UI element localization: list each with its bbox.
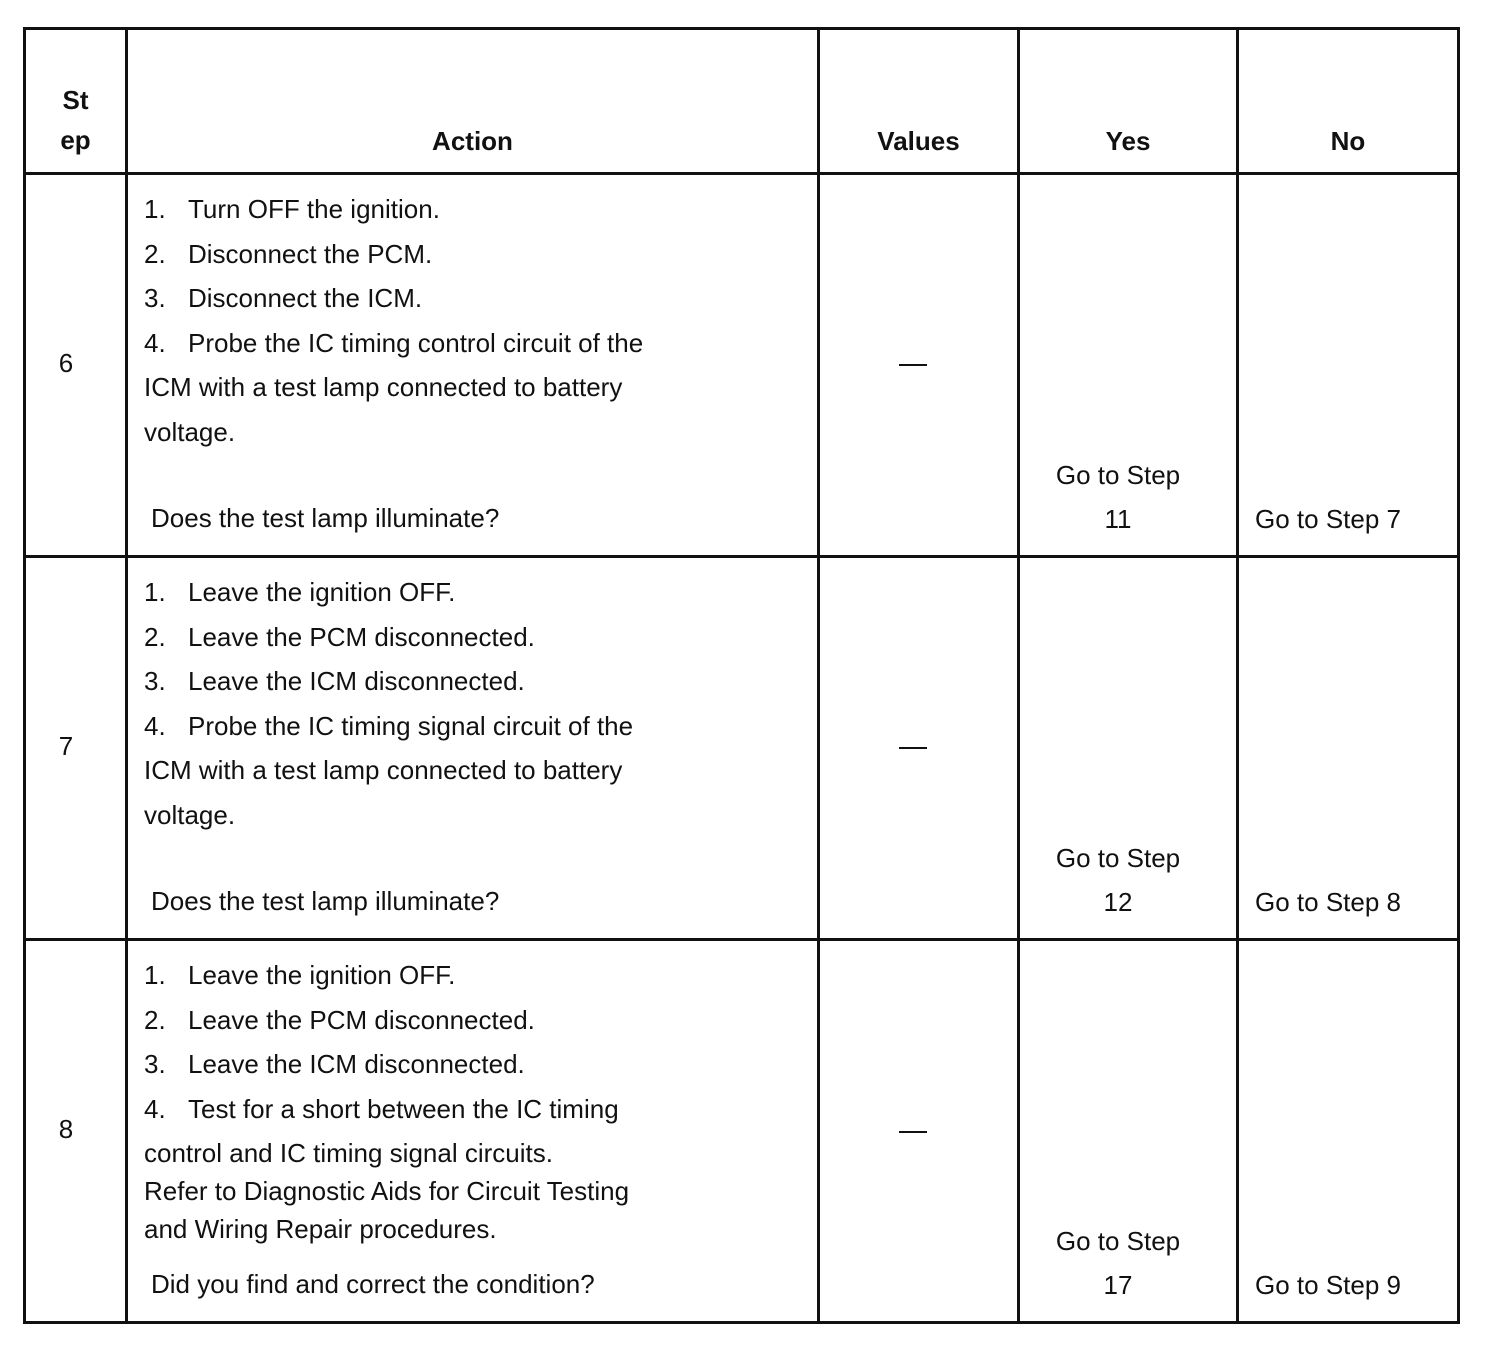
list-item: 1. Turn OFF the ignition. [144, 194, 440, 224]
values-dash [899, 1131, 927, 1133]
column-divider [125, 27, 128, 1324]
column-divider [1457, 27, 1460, 1324]
list-item: 3. Leave the ICM disconnected. [144, 666, 525, 696]
list-item-continuation: voltage. [144, 800, 236, 830]
table-border-bottom [23, 1321, 1460, 1324]
diagnostic-table [23, 27, 1460, 1324]
header-divider [23, 172, 1460, 175]
list-item: 4. Probe the IC timing signal circuit of the [144, 711, 634, 741]
list-item-continuation: control and IC timing signal circuits. [144, 1138, 553, 1168]
list-item: 3. Disconnect the ICM. [144, 283, 423, 313]
note-line: Refer to Diagnostic Aids for Circuit Testing [144, 1176, 630, 1206]
column-divider [817, 27, 820, 1324]
column-divider [1017, 27, 1020, 1324]
no-cell: Go to Step 7 [1255, 504, 1401, 534]
header-no: No [1330, 126, 1366, 156]
list-item: 2. Leave the PCM disconnected. [144, 622, 535, 652]
yes-cell: Go to Step 12 [1055, 843, 1181, 917]
list-item: 2. Leave the PCM disconnected. [144, 1005, 535, 1035]
header-yes: Yes [1105, 126, 1151, 156]
row-divider [23, 555, 1460, 558]
header-action: Action [432, 126, 513, 156]
question-text: Did you find and correct the condition? [151, 1269, 595, 1299]
no-cell: Go to Step 8 [1255, 887, 1401, 917]
list-item: 2. Disconnect the PCM. [144, 239, 433, 269]
yes-cell: Go to Step 11 [1055, 460, 1181, 534]
header-step-line2: ep [60, 125, 91, 155]
row-divider [23, 938, 1460, 941]
list-item-continuation: ICM with a test lamp connected to battery [144, 755, 623, 785]
table-border-top [23, 27, 1460, 30]
step-number: 8 [58, 1114, 74, 1144]
list-item: 1. Leave the ignition OFF. [144, 577, 456, 607]
yes-cell: Go to Step 17 [1055, 1226, 1181, 1300]
no-cell: Go to Step 9 [1255, 1270, 1401, 1300]
values-dash [899, 747, 927, 749]
step-number: 6 [58, 348, 74, 378]
header-step-line1: St [62, 85, 89, 115]
list-item: 4. Test for a short between the IC timing [144, 1094, 619, 1124]
values-dash [899, 364, 927, 366]
note-line: and Wiring Repair procedures. [144, 1214, 497, 1244]
header-values: Values [877, 126, 960, 156]
list-item-continuation: voltage. [144, 417, 236, 447]
list-item: 4. Probe the IC timing control circuit of the [144, 328, 644, 358]
question-text: Does the test lamp illuminate? [151, 886, 500, 916]
header-step [26, 80, 125, 160]
column-divider [1236, 27, 1239, 1324]
list-item: 3. Leave the ICM disconnected. [144, 1049, 525, 1079]
list-item-continuation: ICM with a test lamp connected to battery [144, 372, 623, 402]
step-number: 7 [58, 731, 74, 761]
question-text: Does the test lamp illuminate? [151, 503, 500, 533]
list-item: 1. Leave the ignition OFF. [144, 960, 456, 990]
